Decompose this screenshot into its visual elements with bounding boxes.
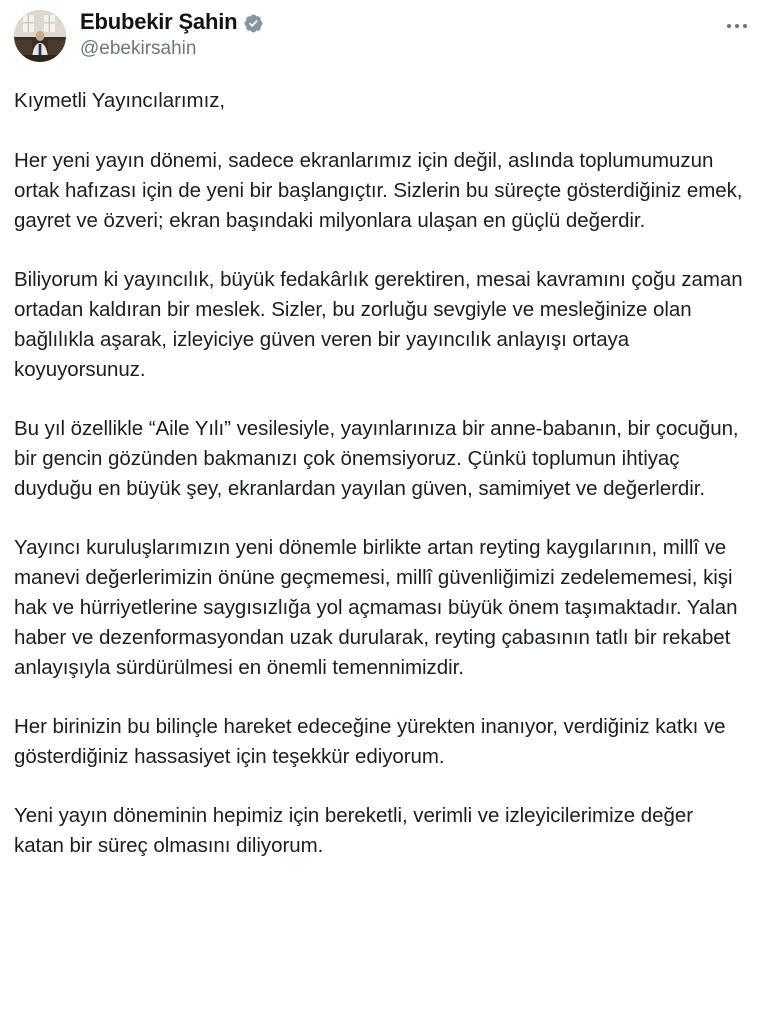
post-paragraph: Her birinizin bu bilinçle hareket edeceğine yürekten inanıyor, verdiğiniz katkı ve gösterdiğiniz hassasiyet için teşekkür ediyorum. [14,715,726,768]
post-paragraph: Yeni yayın döneminin hepimiz için bereketli, verimli ve izleyicilerimize değer katan bir süreç olmasını diliyorum. [14,804,693,857]
post-paragraph: Bu yıl özellikle “Aile Yılı” vesilesiyle, yayınlarınıza bir anne-babanın, bir çocuğun, bir gencin gözünden bakmanızı çok önemsiyoruz. Çünkü toplumun ihtiyaç duyduğu en büyük şey, ekranlardan yayılan güven, samimiyet ve değerlerdir. [14,417,739,500]
dot-3 [743,24,747,28]
dot-1 [727,24,731,28]
dot-2 [735,24,739,28]
post-header [14,8,754,68]
post-body [14,86,754,861]
post-paragraph: Her yeni yayın dönemi, sadece ekranlarımız için değil, aslında toplumumuzun ortak hafızası için de yeni bir başlangıçtır. Sizlerin bu süreçte gösterdiğiniz emek, gayret ve özveri; ekran başındaki milyonlara ulaşan en güçlü değerdir. [14,149,743,232]
post-paragraph: Biliyorum ki yayıncılık, büyük fedakârlık gerektiren, mesai kavramını çoğu zaman ortadan kaldıran bir meslek. Sizler, bu zorluğu sevgiyle ve mesleğinize olan bağlılıkla aşarak, izleyiciye güven veren bir yayıncılık anlayışı ortaya koyuyorsunuz. [14,268,743,381]
author-identity [80,8,264,61]
avatar-photo-icon [14,10,66,62]
author-display-name: Ebubekir Şahin [80,9,238,34]
avatar[interactable] [14,10,66,62]
post-paragraph: Yayıncı kuruluşlarımızın yeni dönemle birlikte artan reyting kaygılarının, millî ve manevi değerlerimizin önüne geçmemesi, millî güvenliğimizi zedelememesi, kişi hak ve hürriyetlerine saygısızlığa yol açmaması büyük önem taşımaktadır. Yalan haber ve dezenformasyondan uzak durularak, reyting çabasının tatlı bir rekabet anlayışıyla sürdürülmesi en önemli temennimizdir. [14,536,738,679]
author-handle[interactable]: @ebekirsahin [80,38,197,60]
post-paragraph: Kıymetli Yayıncılarımız, [14,89,226,112]
more-options-icon[interactable] [720,14,754,38]
verified-badge-icon [243,13,264,34]
name-row [80,9,264,35]
